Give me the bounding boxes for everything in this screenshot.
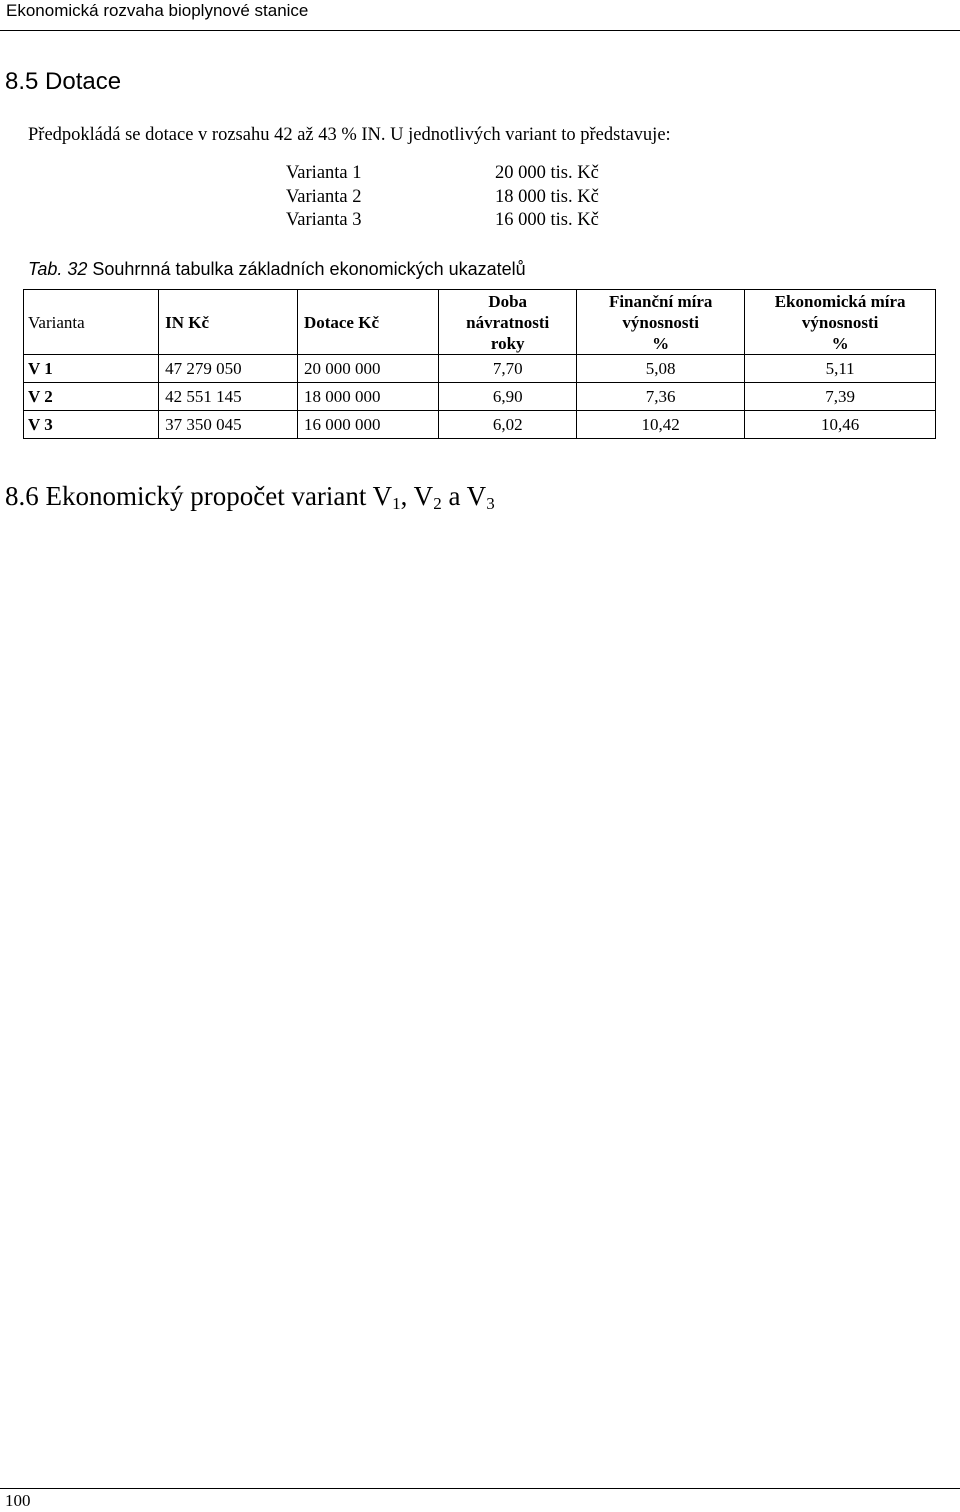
header-dotace: Dotace Kč <box>297 290 438 355</box>
next-title-sub2: 2 <box>433 494 442 513</box>
cell-fin: 10,42 <box>577 411 745 439</box>
header-in: IN Kč <box>159 290 298 355</box>
cell-varianta: V 3 <box>24 411 159 439</box>
header-varianta: Varianta <box>24 290 159 355</box>
table-caption <box>28 259 526 280</box>
cell-fin: 5,08 <box>577 355 745 383</box>
variant-name: Varianta 2 <box>286 187 362 207</box>
cell-dotace: 20 000 000 <box>297 355 438 383</box>
variant-name: Varianta 1 <box>286 163 362 183</box>
summary-table <box>23 289 936 439</box>
header-financni-mira <box>577 290 745 355</box>
footer-rule <box>0 1488 960 1489</box>
cell-in: 37 350 045 <box>159 411 298 439</box>
next-title-sub1: 1 <box>392 494 401 513</box>
cell-doba: 6,90 <box>439 383 577 411</box>
cell-eko: 5,11 <box>745 355 936 383</box>
variant-value: 18 000 tis. Kč <box>495 187 599 207</box>
cell-varianta: V 2 <box>24 383 159 411</box>
cell-fin: 7,36 <box>577 383 745 411</box>
cell-doba: 6,02 <box>439 411 577 439</box>
cell-doba: 7,70 <box>439 355 577 383</box>
header-doba-line1: Doba <box>488 291 528 311</box>
cell-eko: 10,46 <box>745 411 936 439</box>
cell-in: 47 279 050 <box>159 355 298 383</box>
header-fin-line3: % <box>652 333 670 353</box>
page-number: 100 <box>5 1491 31 1510</box>
caption-text: Souhrnná tabulka základních ekonomických ukazatelů <box>87 259 526 279</box>
header-fin-line2: výnosnosti <box>622 312 699 332</box>
next-section-title <box>5 481 495 514</box>
table-row <box>24 411 936 439</box>
running-header: Ekonomická rozvaha bioplynové stanice <box>6 1 309 20</box>
next-title-main: 8.6 Ekonomický propočet variant V <box>5 481 393 511</box>
next-title-sep1: , V <box>400 481 434 511</box>
header-fin-line1: Finanční míra <box>608 291 713 311</box>
next-title-sep2: a V <box>441 481 487 511</box>
header-doba-line2: návratnosti <box>466 312 550 332</box>
section-title: 8.5 Dotace <box>5 68 122 95</box>
header-eko-line2: výnosnosti <box>801 312 879 332</box>
header-eko-line3: % <box>831 333 849 353</box>
cell-in: 42 551 145 <box>159 383 298 411</box>
cell-varianta: V 1 <box>24 355 159 383</box>
cell-dotace: 18 000 000 <box>297 383 438 411</box>
variant-row <box>0 208 960 232</box>
variant-value: 20 000 tis. Kč <box>495 163 599 183</box>
cell-eko: 7,39 <box>745 383 936 411</box>
variant-row <box>0 161 960 185</box>
caption-label: Tab. 32 <box>28 259 88 279</box>
cell-dotace: 16 000 000 <box>297 411 438 439</box>
table-row <box>24 383 936 411</box>
table-row <box>24 355 936 383</box>
header-eko-line1: Ekonomická míra <box>774 291 906 311</box>
header-doba-line3: roky <box>490 333 525 353</box>
intro-paragraph: Předpokládá se dotace v rozsahu 42 až 43 % IN. U jednotlivých variant to představuje: <box>28 125 671 145</box>
next-title-sub3: 3 <box>486 494 495 513</box>
variant-row <box>0 185 960 209</box>
variant-value: 16 000 tis. Kč <box>495 210 599 230</box>
table-header-row <box>24 290 936 355</box>
header-ekonomicka-mira <box>745 290 936 355</box>
header-doba <box>439 290 577 355</box>
variant-name: Varianta 3 <box>286 210 362 230</box>
